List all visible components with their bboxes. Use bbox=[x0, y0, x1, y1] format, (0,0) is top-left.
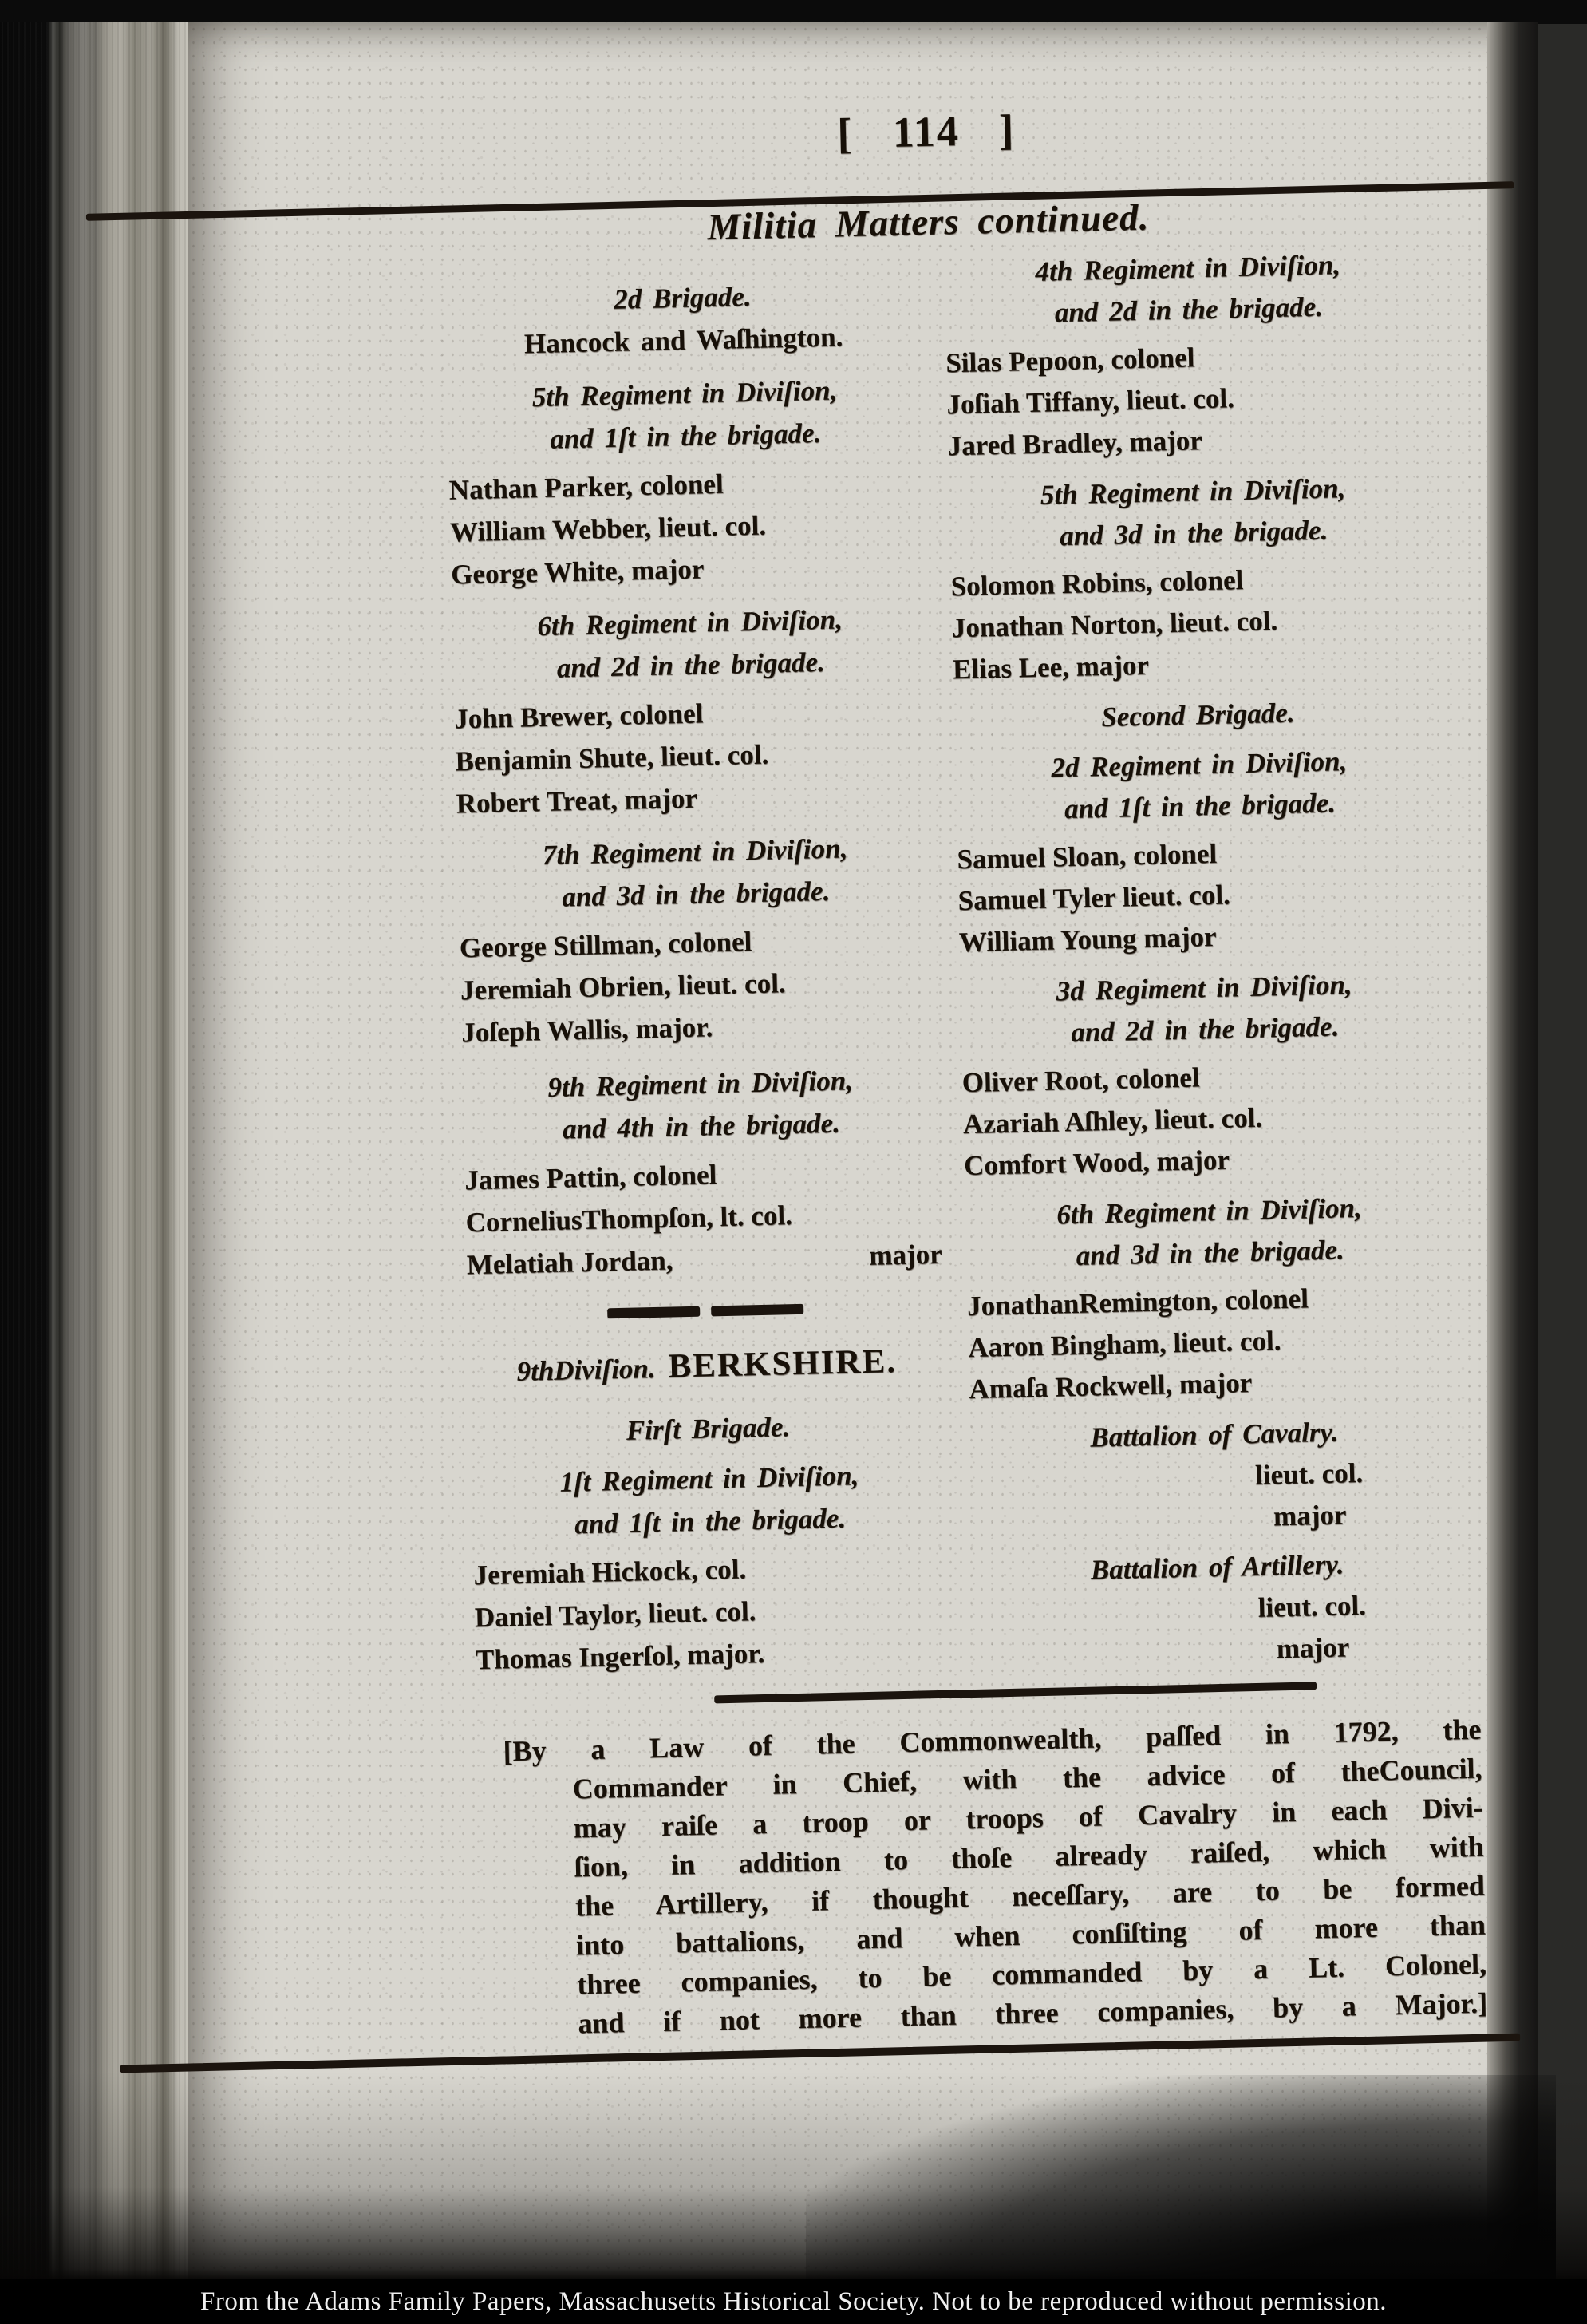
militia-line: Samuel Sloan, colonel bbox=[957, 837, 1218, 875]
militia-line: Benjamin Shute, lieut. col. bbox=[455, 738, 769, 777]
left-column bbox=[444, 265, 952, 1681]
militia-line: 5th Regiment in Diviſion, bbox=[1040, 472, 1346, 511]
militia-line: George Stillman, colonel bbox=[459, 926, 752, 964]
militia-line: and 3d in the brigade. bbox=[561, 875, 831, 913]
divider-bar bbox=[607, 1306, 700, 1318]
militia-line: Azariah Aſhley, lieut. col. bbox=[962, 1101, 1263, 1140]
militia-line: Hancock and Waſhington. bbox=[523, 321, 843, 360]
militia-line: George White, major bbox=[450, 553, 705, 591]
militia-line: Elias Lee, major bbox=[952, 649, 1150, 686]
militia-line: and 1ſt in the brigade. bbox=[1064, 787, 1336, 825]
section-divider-rule bbox=[714, 1682, 1317, 1703]
footer-credit-text: From the Adams Family Papers, Massachusetts Historical Society. Not to be reproduced without permission. bbox=[200, 2286, 1387, 2316]
law-note-line: into battalions, and when conſiſting of more than bbox=[575, 1908, 1486, 1962]
militia-line: 2d Regiment in Diviſion, bbox=[1050, 745, 1348, 784]
militia-line: Robert Treat, major bbox=[456, 782, 698, 820]
militia-line: 9th Regiment in Diviſion, bbox=[547, 1065, 854, 1103]
militia-line: 2d Brigade. bbox=[613, 280, 752, 315]
militia-line: John Brewer, colonel bbox=[453, 698, 704, 735]
militia-line: 3d Regiment in Diviſion, bbox=[1056, 969, 1352, 1007]
law-note-line: three companies, to be commanded by a Lt. Colonel, bbox=[576, 1947, 1487, 2001]
militia-line: Battalion of Artillery. bbox=[1090, 1548, 1344, 1586]
law-note-line: Commander in Chief, with the advice of theCouncil, bbox=[572, 1752, 1482, 1805]
militia-line: Second Brigade. bbox=[1100, 697, 1295, 733]
militia-line: 6th Regiment in Diviſion, bbox=[1056, 1192, 1363, 1231]
militia-line: 5th Regiment in Diviſion, bbox=[531, 374, 838, 413]
militia-line: lieut. col. bbox=[1257, 1589, 1367, 1623]
right-column bbox=[943, 243, 1463, 1677]
militia-line: Amaſa Rockwell, major bbox=[969, 1367, 1253, 1405]
militia-line: 7th Regiment in Diviſion, bbox=[542, 832, 848, 872]
militia-line: Comfort Wood, major bbox=[963, 1144, 1230, 1182]
militia-line: CorneliusThompſon, lt. col. bbox=[465, 1200, 793, 1239]
militia-line: and 1ſt in the brigade. bbox=[549, 417, 822, 455]
law-note-line: [By a Law of the Commonwealth, paſſed in 1792, the bbox=[503, 1713, 1482, 1768]
law-note-line: and if not more than three companies, by a Major.] bbox=[577, 1986, 1488, 2040]
law-note-line: may raiſe a troop or troops of Cavalry in each Divi- bbox=[573, 1791, 1484, 1844]
militia-line: Silas Pepoon, colonel bbox=[945, 342, 1195, 379]
militia-line: Jeremiah Hickock, col. bbox=[473, 1553, 747, 1591]
militia-line: Melatiah Jordan, major bbox=[466, 1238, 943, 1281]
militia-line: JonathanRemington, colonel bbox=[966, 1283, 1309, 1322]
militia-line: and 2d in the brigade. bbox=[1070, 1010, 1340, 1049]
militia-line: William Webber, lieut. col. bbox=[449, 509, 767, 548]
militia-line: and 2d in the brigade. bbox=[556, 646, 826, 684]
militia-line: Battalion of Cavalry. bbox=[1089, 1416, 1339, 1453]
militia-line: and 4th in the brigade. bbox=[562, 1107, 841, 1145]
militia-line: and 3d in the brigade. bbox=[1076, 1234, 1345, 1271]
militia-line: Oliver Root, colonel bbox=[961, 1061, 1200, 1099]
militia-line: Jeremiah Obrien, lieut. col. bbox=[460, 967, 786, 1006]
militia-line: Joſeph Wallis, major. bbox=[460, 1011, 713, 1049]
law-note-line: ſion, in addition to thoſe already raiſed, which with bbox=[574, 1830, 1485, 1883]
militia-line: 4th Regiment in Diviſion, bbox=[1035, 249, 1341, 287]
militia-line: lieut. col. bbox=[1254, 1456, 1364, 1491]
militia-line: major bbox=[1273, 1499, 1347, 1532]
militia-line: Joſiah Tiffany, lieut. col. bbox=[946, 382, 1235, 421]
militia-line: Nathan Parker, colonel bbox=[448, 468, 724, 506]
militia-line: Aaron Bingham, lieut. col. bbox=[967, 1325, 1281, 1364]
divider-bar bbox=[711, 1303, 803, 1316]
militia-line: James Pattin, colonel bbox=[464, 1159, 717, 1196]
footer-band bbox=[0, 2279, 1587, 2324]
militia-line: 1ſt Regiment in Diviſion, bbox=[559, 1460, 859, 1498]
militia-line: Samuel Tyler lieut. col. bbox=[957, 879, 1231, 917]
militia-line: and 2d in the brigade. bbox=[1054, 290, 1324, 329]
militia-line: Thomas Ingerſol, major. bbox=[475, 1637, 765, 1676]
militia-line: Jonathan Norton, lieut. col. bbox=[951, 605, 1278, 644]
militia-line: Solomon Robins, colonel bbox=[950, 564, 1244, 603]
militia-line: 9thDiviſion. BERKSHIRE. bbox=[516, 1342, 898, 1387]
militia-line: Daniel Taylor, lieut. col. bbox=[474, 1595, 756, 1634]
militia-line: 6th Regiment in Diviſion, bbox=[536, 603, 843, 642]
law-note-line: the Artillery, if thought neceſſary, are to be formed bbox=[574, 1869, 1486, 1923]
militia-line: and 3d in the brigade. bbox=[1059, 514, 1328, 552]
bottom-rule bbox=[120, 2034, 1520, 2073]
militia-line: Jared Bradley, major bbox=[947, 425, 1203, 462]
page-title: Militia Matters continued. bbox=[706, 196, 1150, 249]
militia-line: Firſt Brigade. bbox=[626, 1411, 791, 1446]
militia-line bbox=[468, 1288, 944, 1334]
militia-line: and 1ſt in the brigade. bbox=[574, 1502, 847, 1540]
militia-line: William Young major bbox=[958, 920, 1217, 958]
corner-shadow bbox=[806, 2075, 1556, 2281]
law-note-paragraph bbox=[503, 1710, 1488, 2044]
page-number: [ 114 ] bbox=[836, 105, 1016, 158]
militia-line: major bbox=[1276, 1631, 1350, 1665]
